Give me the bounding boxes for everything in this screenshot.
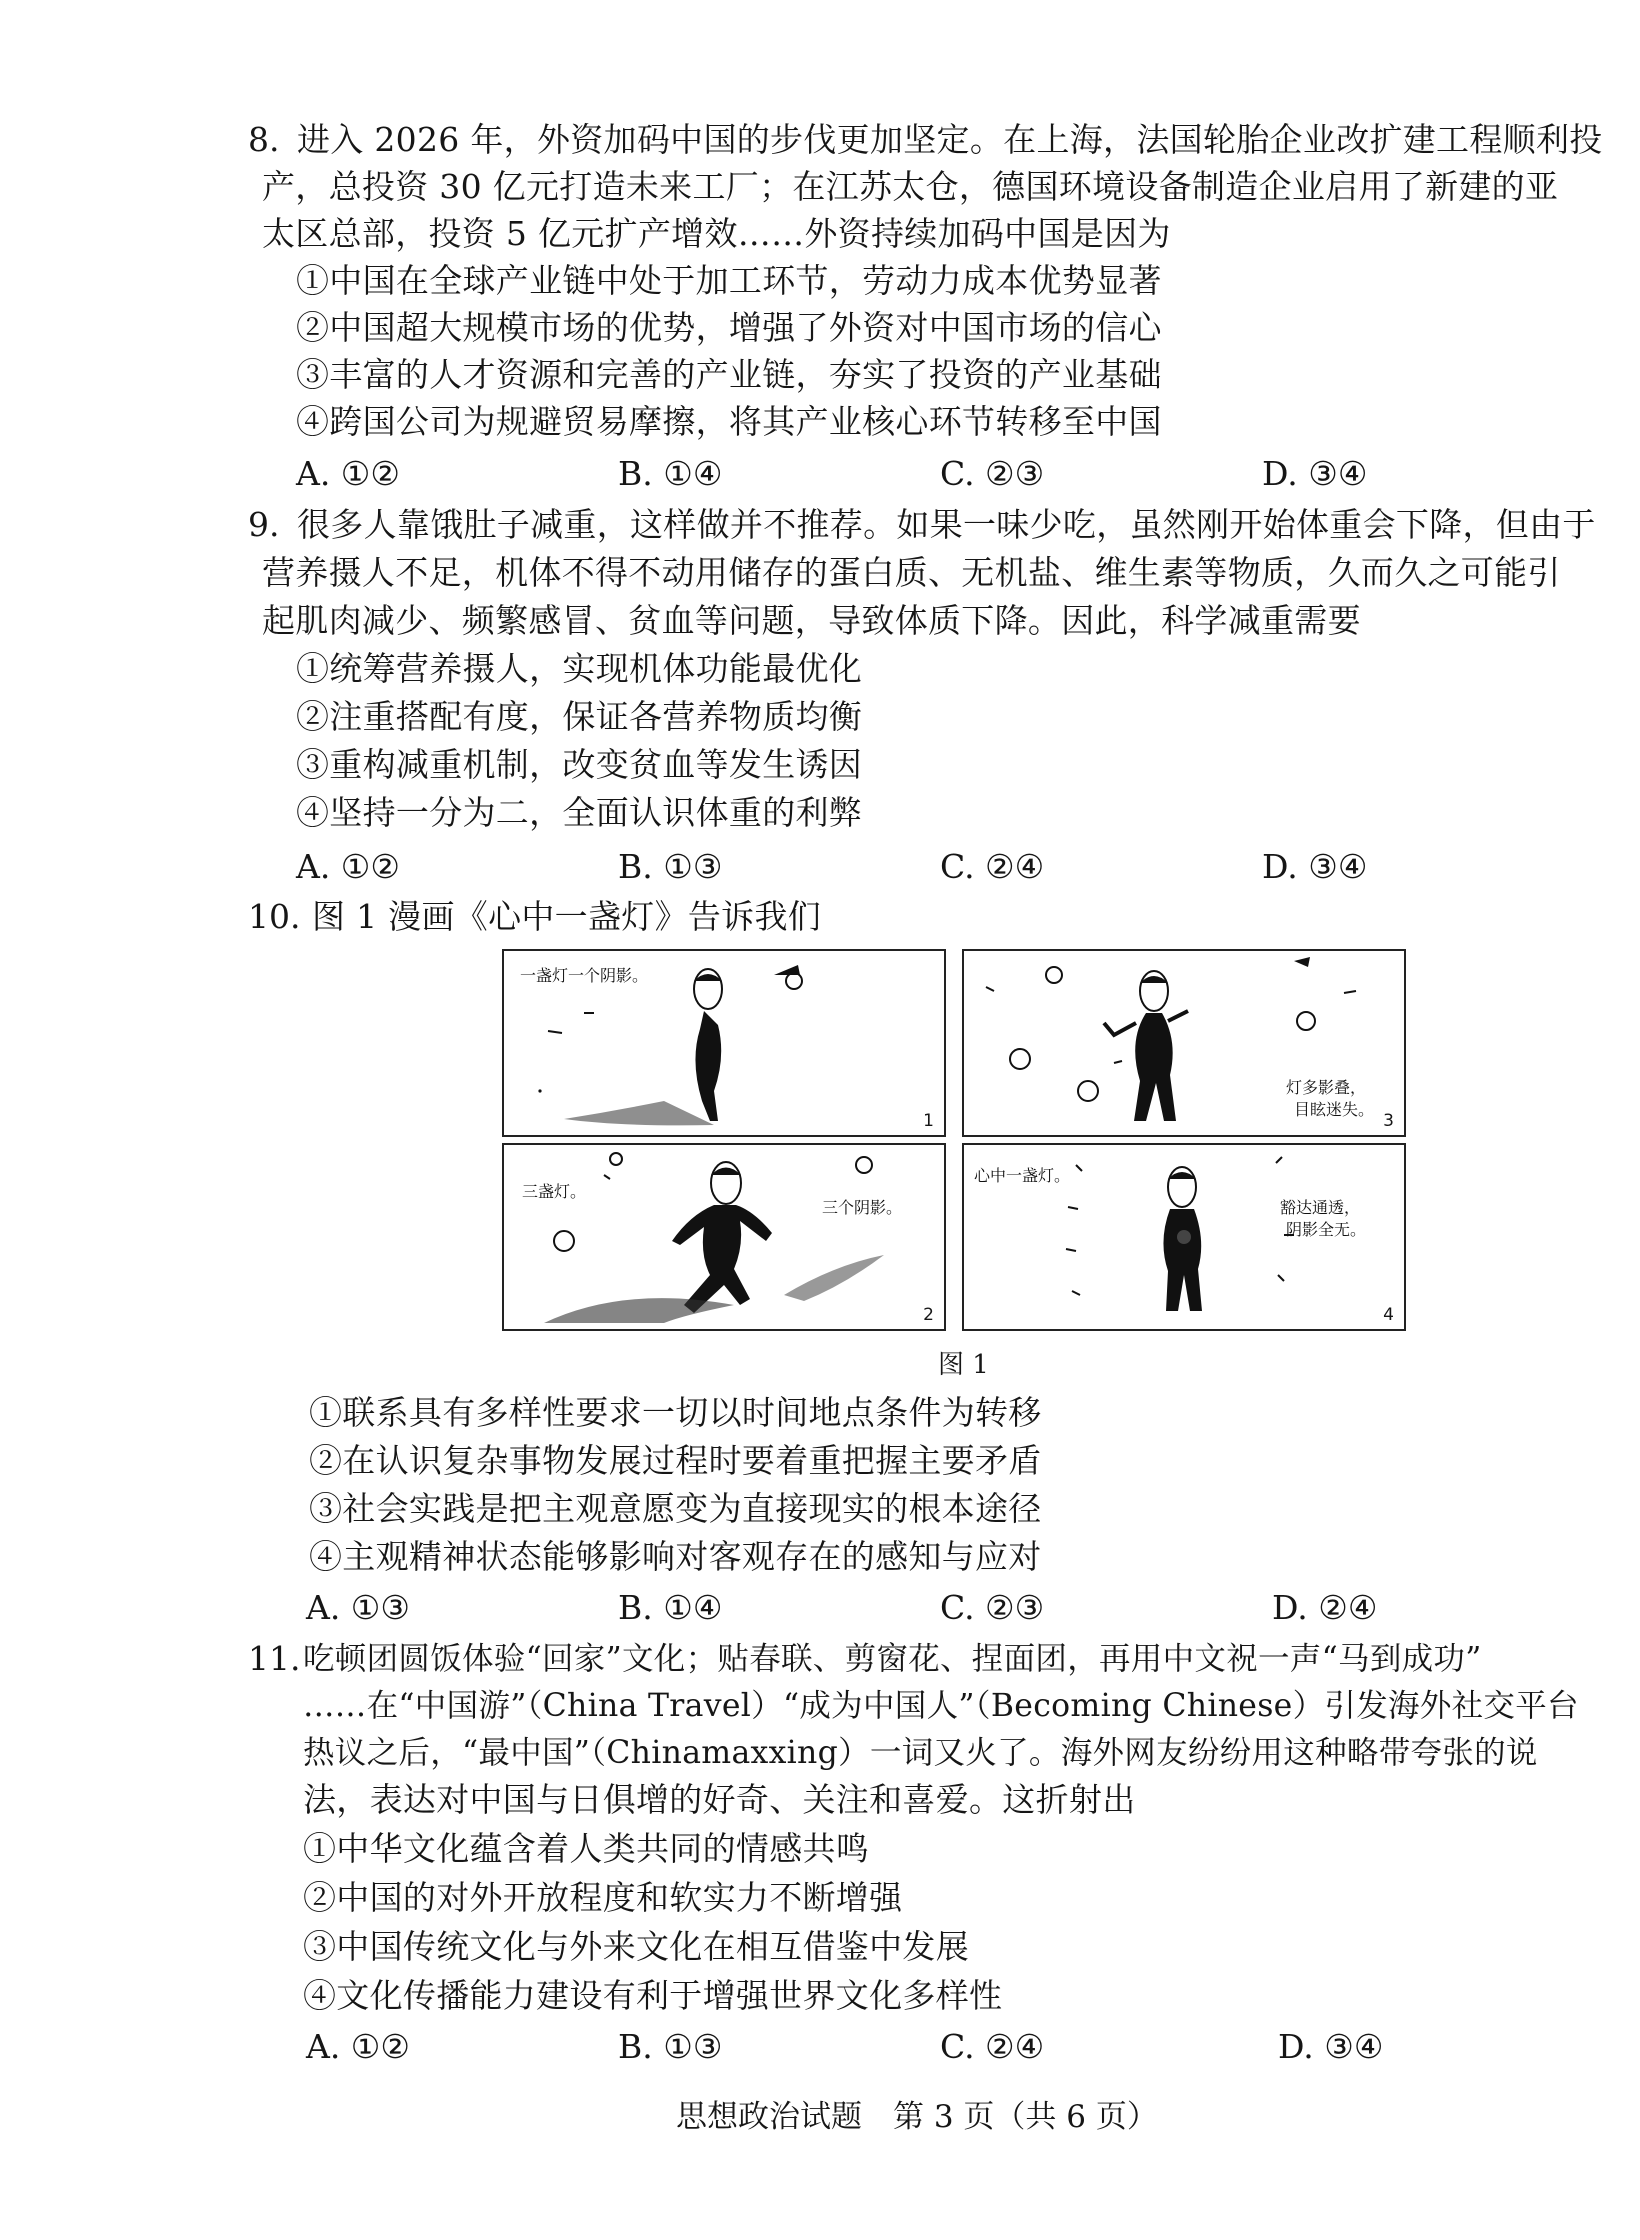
comic-drawing xyxy=(504,1145,944,1329)
option-b[interactable]: B. ①④ xyxy=(618,1588,723,1627)
question-stem-line: 产，总投资 30 亿元打造未来工厂；在江苏太仓，德国环境设备制造企业启用了新建的亚 xyxy=(262,167,1559,206)
question-number: 10. xyxy=(248,897,301,936)
question-number: 11. xyxy=(248,1639,301,1678)
option-c[interactable]: C. ②③ xyxy=(940,454,1045,493)
option-d[interactable]: D. ②④ xyxy=(1272,1588,1378,1627)
panel-number: 4 xyxy=(1383,1305,1394,1325)
statement-item: ①中国在全球产业链中处于加工环节，劳动力成本优势显著 xyxy=(296,261,1162,300)
question-stem-line: ……在“中国游”（China Travel）“成为中国人”（Becoming Chinese）引发海外社交平台 xyxy=(303,1688,1579,1724)
panel-caption: 一盏灯一个阴影。 xyxy=(520,966,649,985)
option-b[interactable]: B. ①④ xyxy=(618,454,723,493)
question-number: 9. xyxy=(248,505,280,544)
option-a[interactable]: A. ①② xyxy=(306,2027,410,2066)
question-stem-line: 营养摄人不足，机体不得不动用储存的蛋白质、无机盐、维生素等物质，久而久之可能引 xyxy=(262,553,1561,592)
question-stem-line: 起肌肉减少、频繁感冒、贫血等问题，导致体质下降。因此，科学减重需要 xyxy=(262,601,1361,640)
figure-caption: 图 1 xyxy=(938,1350,989,1380)
question-stem-line: 太区总部，投资 5 亿元扩产增效……外资持续加码中国是因为 xyxy=(262,214,1171,253)
statement-item: ②在认识复杂事物发展过程时要着重把握主要矛盾 xyxy=(309,1441,1042,1480)
question-stem-line: 吃顿团圆饭体验“回家”文化；贴春联、剪窗花、捏面团，再用中文祝一声“马到成功” xyxy=(303,1641,1482,1677)
comic-panel-2 xyxy=(502,1143,946,1331)
panel-caption: 豁达通透， xyxy=(1280,1198,1361,1217)
option-b[interactable]: B. ①③ xyxy=(618,847,723,886)
comic-drawing xyxy=(504,951,944,1135)
statement-item: ③社会实践是把主观意愿变为直接现实的根本途径 xyxy=(309,1489,1042,1528)
option-a[interactable]: A. ①③ xyxy=(306,1588,410,1627)
panel-caption: 心中一盏灯。 xyxy=(974,1166,1071,1185)
statement-item: ②中国超大规模市场的优势，增强了外资对中国市场的信心 xyxy=(296,308,1162,347)
question-number: 8. xyxy=(248,120,280,159)
question-stem-line: 很多人靠饿肚子减重，这样做并不推荐。如果一味少吃，虽然刚开始体重会下降，但由于 xyxy=(297,505,1596,544)
question-stem-line: 法，表达对中国与日俱增的好奇、关注和喜爱。这折射出 xyxy=(303,1780,1136,1819)
option-c[interactable]: C. ②④ xyxy=(940,847,1045,886)
statement-item: ④主观精神状态能够影响对客观存在的感知与应对 xyxy=(309,1537,1042,1576)
statement-item: ④跨国公司为规避贸易摩擦，将其产业核心环节转移至中国 xyxy=(296,402,1162,441)
statement-item: ②中国的对外开放程度和软实力不断增强 xyxy=(303,1878,903,1917)
statement-item: ③重构减重机制，改变贫血等发生诱因 xyxy=(296,745,863,784)
statement-item: ③丰富的人才资源和完善的产业链，夯实了投资的产业基础 xyxy=(296,355,1162,394)
option-a[interactable]: A. ①② xyxy=(296,454,400,493)
option-d[interactable]: D. ③④ xyxy=(1278,2027,1384,2066)
panel-number: 3 xyxy=(1383,1111,1394,1131)
panel-caption: 灯多影叠， xyxy=(1286,1078,1367,1097)
statement-item: ②注重搭配有度，保证各营养物质均衡 xyxy=(296,697,863,736)
panel-number: 2 xyxy=(923,1305,934,1325)
statement-item: ④文化传播能力建设有利于增强世界文化多样性 xyxy=(303,1976,1003,2015)
option-d[interactable]: D. ③④ xyxy=(1262,847,1368,886)
comic-panel-1 xyxy=(502,949,946,1137)
question-stem-line: 图 1 漫画《心中一盏灯》告诉我们 xyxy=(312,897,822,936)
comic-panel-3 xyxy=(962,949,1406,1137)
option-a[interactable]: A. ①② xyxy=(296,847,400,886)
panel-caption: 三个阴影。 xyxy=(822,1198,903,1217)
statement-item: ③中国传统文化与外来文化在相互借鉴中发展 xyxy=(303,1927,969,1966)
comic-panel-4 xyxy=(962,1143,1406,1331)
option-c[interactable]: C. ②③ xyxy=(940,1588,1045,1627)
page-footer: 思想政治试题 第 3 页（共 6 页） xyxy=(676,2099,1158,2135)
statement-item: ①中华文化蕴含着人类共同的情感共鸣 xyxy=(303,1829,870,1868)
statement-item: ④坚持一分为二，全面认识体重的利弊 xyxy=(296,793,863,832)
question-stem-line: 进入 2026 年，外资加码中国的步伐更加坚定。在上海，法国轮胎企业改扩建工程顺利投 xyxy=(297,120,1603,159)
option-c[interactable]: C. ②④ xyxy=(940,2027,1045,2066)
question-stem-line: 热议之后，“最中国”（Chinamaxxing）一词又火了。海外网友纷纷用这种略带夸张的说 xyxy=(303,1735,1538,1771)
panel-caption: 三盏灯。 xyxy=(522,1182,587,1201)
option-b[interactable]: B. ①③ xyxy=(618,2027,723,2066)
panel-caption: 阴影全无。 xyxy=(1286,1220,1367,1239)
statement-item: ①联系具有多样性要求一切以时间地点条件为转移 xyxy=(309,1393,1042,1432)
statement-item: ①统筹营养摄人，实现机体功能最优化 xyxy=(296,649,863,688)
panel-number: 1 xyxy=(923,1111,934,1131)
panel-caption: 目眩迷失。 xyxy=(1294,1100,1375,1119)
option-d[interactable]: D. ③④ xyxy=(1262,454,1368,493)
